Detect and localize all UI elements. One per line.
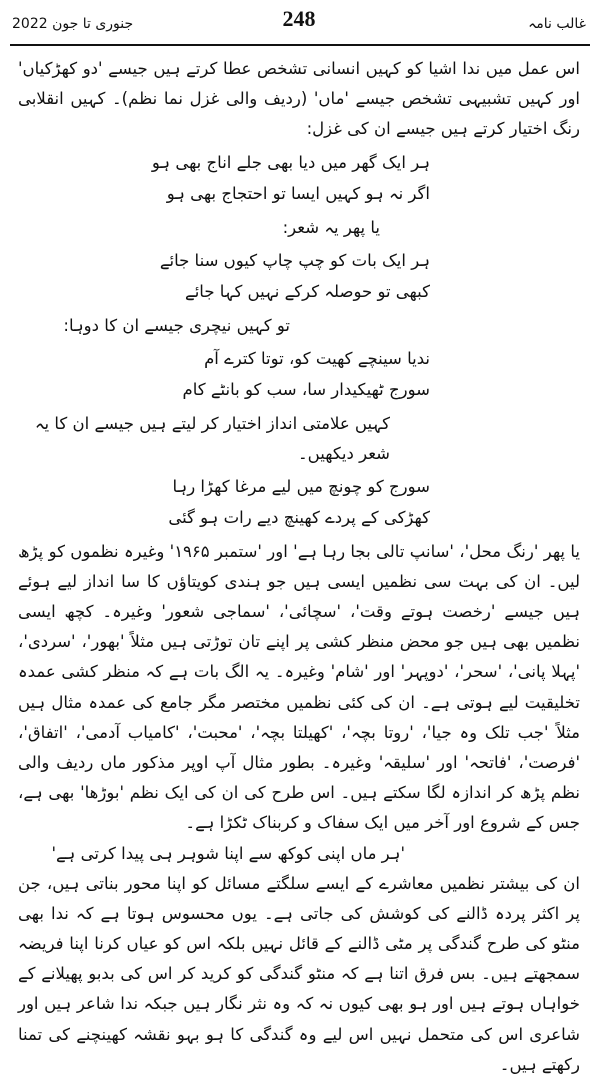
poem-intro: تو کہیں نیچری جیسے ان کا دوہا: [63,315,290,335]
header-rule [10,44,590,46]
poem-symbolic [18,471,580,533]
quote-line: 'ہر ماں اپنی کوکھ سے اپنا شوہر ہی پیدا کرتی ہے' [51,843,405,863]
page-header [12,6,586,40]
poem-ghazal [18,147,580,209]
verse-line: سورج ٹھیکیدار سا، سب کو بانٹے کام [182,379,430,399]
verse-line: اگر نہ ہو کہیں ایسا تو احتجاج بھی ہو [166,183,430,203]
verse-line: سورج کو چونچ میں لیے مرغا کھڑا رہا [172,476,430,496]
page-number: 248 [282,6,316,31]
verse-line: ہر ایک بات کو چپ چاپ کیوں سنا جائے [159,250,430,270]
paragraph-closing: ان کی بیشتر نظمیں معاشرے کے ایسے سلگتے مسائل کو اپنا محور بناتی ہیں، جن پر اکثر پردہ ڈالنے کی کوشش کی جاتی ہے۔ یوں محسوس ہوتا ہے کہ ندا بھی منٹو کی طرح گندگی پر مٹی ڈالنے کے قائل نہیں بلکہ اس کو عیاں کرنا اپنا فریضہ سمجھتے ہیں۔ بس فرق اتنا ہے کہ منٹو گندگی کو کرید کر اس کی بدبو پھیلانے کے خواہاں ہوتے ہیں اور ہو بھی کیوں نہ کہ وہ نثر نگار ہیں جبکہ ندا شاعر ہیں اور شاعری اس کی متحمل نہیں اس لیے وہ گندگی کا ہو بہو نقشہ کھینچنے کی تمنا رکھتے ہیں۔ [18,873,580,1074]
journal-title: غالب نامہ [528,16,586,32]
verse-line: ہر ایک گھر میں دیا بھی جلے اناج بھی ہو [151,152,430,172]
article-body [18,54,580,1080]
poem-doha [18,343,580,405]
poem-couplet [18,245,580,307]
verse-line: ندیا سینچے کھیت کو، توتا کترے آم [204,348,430,368]
poem-intro: یا پھر یہ شعر: [282,217,380,237]
paragraph-poems: یا پھر 'رنگ محل'، 'سانپ تالی بجا رہا ہے' اور 'ستمبر ۱۹۶۵' وغیرہ نظموں کو پڑھ لیں۔ ان کی بہت سی نظمیں ایسی ہیں جو ہندی کویتاؤں کا سا انداز لیے ہوئے ہیں جیسے 'رخصت ہوتے وقت'، 'سچائی'، 'سماجی شعور' وغیرہ۔ کچھ ایسی نظمیں بھی ہیں جو محض منظر کشی پر اپنے تان توڑتی ہیں مثلاً 'بھور'، 'سردی'، 'پہلا پانی'، 'سحر'، 'دوپہر' اور 'شام' وغیرہ۔ یہ الگ بات ہے کہ منظر کشی عمدہ تخلیقیت لیے ہوتی ہے۔ ان کی کئی نظمیں مختصر مگر جامع کی عمدہ مثال ہیں مثلاً 'جب تلک وہ جیا'، 'روتا بچہ'، 'کھیلتا بچہ'، 'محبت'، 'کامیاب آدمی'، 'اتفاق'، 'فرصت'، 'فاتحہ' اور 'سلیقہ' وغیرہ۔ بطور مثال آپ اوپر مذکور ماں ردیف والی نظم پڑھ کر اندازہ لگا سکتے ہیں۔ اس طرح کی ان کی ایک نظم 'بوڑھا' بھی ہے، جس کے شروع اور آخر میں ایک سفاک و کربناک ٹکڑا ہے۔ [18,541,580,833]
poem-intro: کہیں علامتی انداز اختیار کر لیتے ہیں جیسے ان کا یہ شعر دیکھیں۔ [34,413,390,463]
verse-line: کبھی تو حوصلہ کرکے نہیں کہا جائے [185,281,430,301]
paragraph-intro: اس عمل میں ندا اشیا کو کہیں انسانی تشخص عطا کرتے ہیں جیسے 'دو کھڑکیاں' اور کہیں تشبیہی تشخص جیسے 'ماں' (ردیف والی غزل نما نظم)۔ کہیں انقلابی رنگ اختیار کرتے ہیں جیسے ان کی غزل: [18,59,580,139]
verse-line: کھڑکی کے پردے کھینچ دیے رات ہو گئی [168,507,430,527]
issue-date: جنوری تا جون 2022 [12,16,134,32]
